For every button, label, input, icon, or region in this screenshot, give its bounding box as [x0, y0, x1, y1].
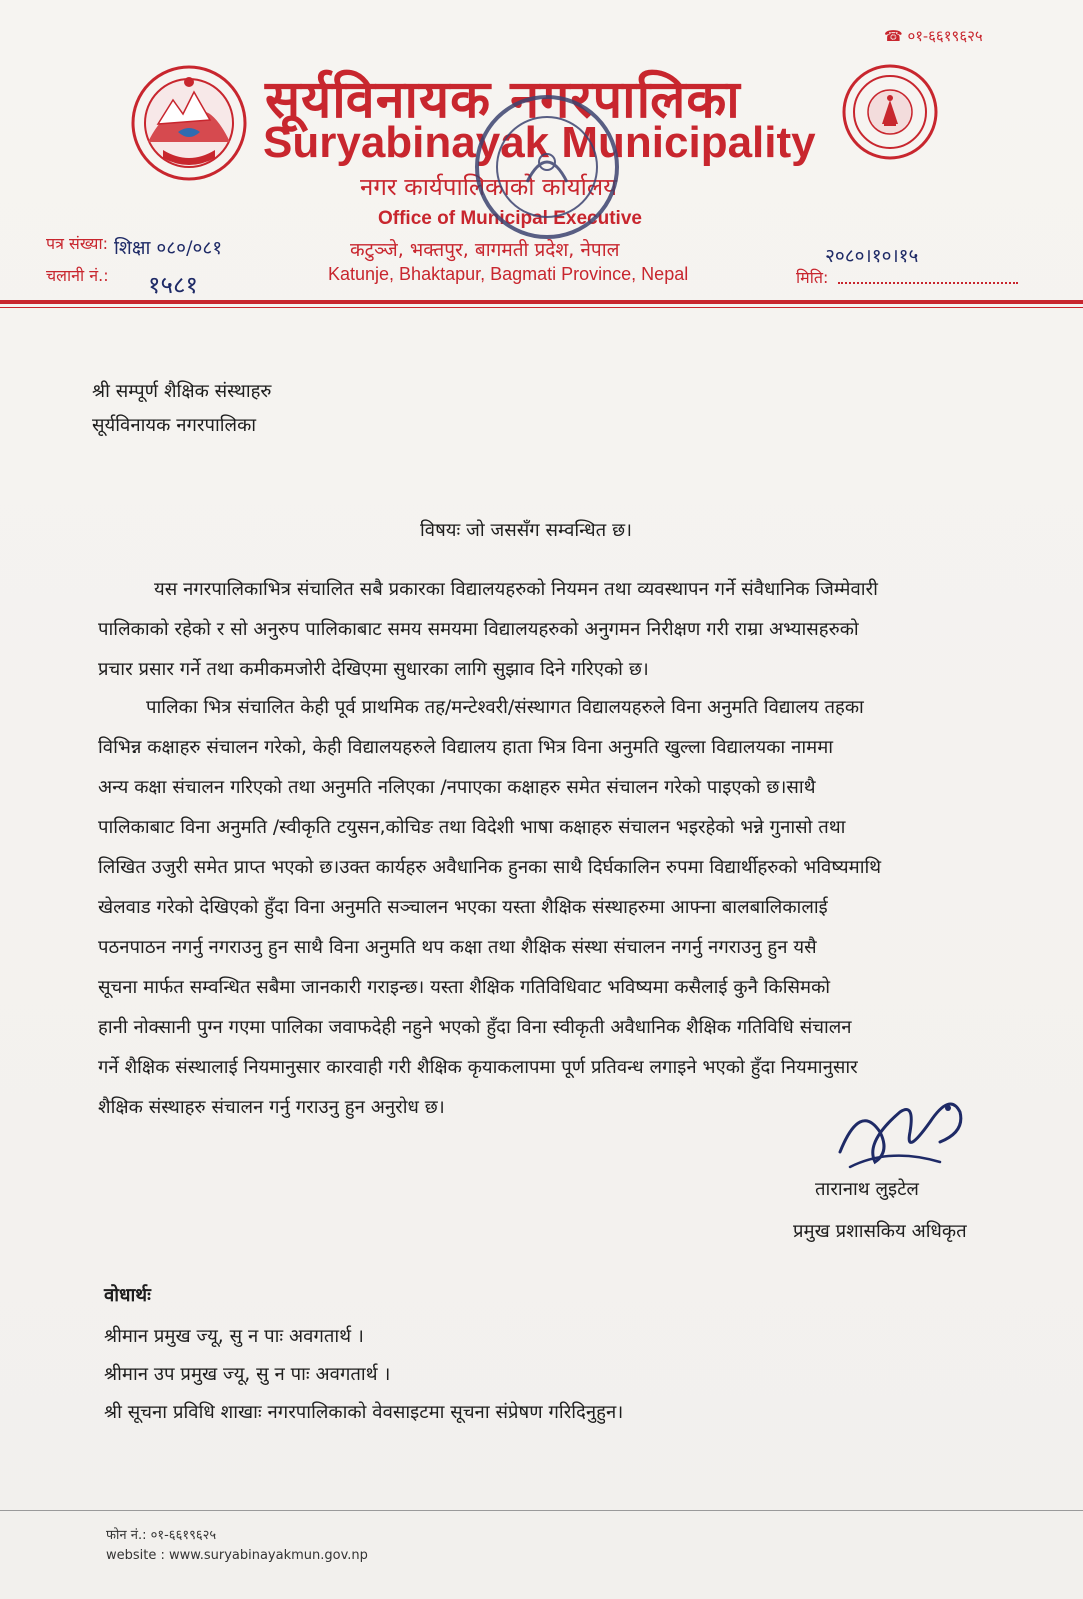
office-name-english: Office of Municipal Executive [378, 208, 642, 229]
paragraph-line: पालिका भित्र संचालित केही पूर्व प्राथमिक तह/मन्टेश्वरी/संस्थागत विद्यालयहरुले विना अनुमति विद्यालय तहका [146, 697, 864, 718]
paragraph-line: पालिकाबाट विना अनुमति /स्वीकृति टयुसन,कोचिङ तथा विदेशी भाषा कक्षाहरु संचालन भइरहेको भन्ने गुनासो तथा [98, 817, 846, 838]
body-paragraph-2 [98, 688, 998, 1128]
paragraph-line: पठनपाठन नगर्नु नगराउनु हुन साथै विना अनुमति थप कक्षा तथा शैक्षिक संस्था संचालन नगर्नु नगराउनु हुन यसै [98, 937, 817, 958]
header-divider [0, 300, 1083, 304]
municipality-seal-logo [840, 62, 940, 162]
handwritten-signature [820, 1072, 980, 1182]
footer-phone: फोन नं.: ०१-६६१९६२५ [106, 1528, 217, 1543]
header-divider-thin [0, 307, 1083, 308]
nepal-emblem-logo [128, 62, 250, 184]
address-english: Katunje, Bhaktapur, Bagmati Province, Nepal [328, 264, 689, 284]
body-paragraph-1 [98, 570, 998, 690]
office-round-stamp [472, 92, 622, 242]
dispatch-number-value: १५८१ [148, 271, 198, 299]
municipality-name-english: Suryabinayak Municipality [263, 118, 816, 167]
recipient-line-2: सूर्यविनायक नगरपालिका [92, 415, 257, 436]
cc-item: श्री सूचना प्रविधि शाखाः नगरपालिकाको वेवसाइटमा सूचना संप्रेषण गरिदिनुहुन। [104, 1402, 624, 1423]
subject-line: विषयः जो जससँग सम्वन्धित छ। [420, 520, 633, 541]
cc-item: श्रीमान उप प्रमुख ज्यू, सु न पाः अवगतार्थ । [104, 1364, 391, 1385]
footer-divider [0, 1510, 1083, 1511]
paragraph-line: शैक्षिक संस्थाहरु संचालन गर्नु गराउनु हुन अनुरोध छ। [98, 1097, 445, 1118]
paragraph-line: प्रचार प्रसार गर्ने तथा कमीकमजोरी देखिएमा सुधारका लागि सुझाव दिने गरिएको छ। [98, 659, 649, 680]
signatory-title: प्रमुख प्रशासकिय अधिकृत [793, 1221, 967, 1242]
phone-stamp: ☎ ०१-६६१९६२५ [884, 27, 983, 45]
paragraph-line: हानी नोक्सानी पुग्न गएमा पालिका जवाफदेही नहुने भएको हुँदा विना स्वीकृती अवैधानिक शैक्षिक गतिविधि संचालन [98, 1017, 852, 1038]
reference-number-label: पत्र संख्या: [46, 234, 108, 253]
date-label: मिति: [796, 268, 829, 287]
date-value: २०८०।१०।१५ [825, 245, 919, 267]
paragraph-line: यस नगरपालिकाभित्र संचालित सबै प्रकारका विद्यालयहरुको नियमन तथा व्यवस्थापन गर्ने संवैधानिक जिम्मेवारी [154, 579, 878, 600]
paragraph-line: विभिन्न कक्षाहरु संचालन गरेको, केही विद्यालयहरुले विद्यालय हाता भित्र विना अनुमति खुल्ला विद्यालयका नाममा [98, 737, 834, 758]
dispatch-number-label: चलानी नं.: [46, 266, 109, 285]
address-nepali: कटुञ्जे, भक्तपुर, बागमती प्रदेश, नेपाल [350, 239, 620, 261]
office-name-nepali: नगर कार्यपालिकाको कार्यालय [360, 173, 618, 201]
paragraph-line: सूचना मार्फत सम्वन्धित सबैमा जानकारी गराइन्छ। यस्ता शैक्षिक गतिविधिवाट भविष्यमा कसैलाई कुनै किसिमको [98, 977, 831, 998]
date-dotted-line [838, 282, 1018, 284]
reference-number-value: शिक्षा ०८०/०८१ [114, 237, 223, 259]
signatory-name: तारानाथ लुइटेल [815, 1179, 919, 1200]
municipality-name-nepali: सूर्यविनायक नगरपालिका [265, 70, 741, 130]
footer-website: website : www.suryabinayakmun.gov.np [106, 1548, 368, 1563]
cc-item: श्रीमान प्रमुख ज्यू, सु न पाः अवगतार्थ । [104, 1326, 364, 1347]
paragraph-line: गर्ने शैक्षिक संस्थालाई नियमानुसार कारवाही गरी शैक्षिक कृयाकलापमा पूर्ण प्रतिवन्ध लगाइने भएको हुँदा नियमानुसार [98, 1057, 858, 1078]
paragraph-line: पालिकाको रहेको र सो अनुरुप पालिकाबाट समय समयमा विद्यालयहरुको अनुगमन निरीक्षण गरी राम्रा अभ्यासहरुको [98, 619, 859, 640]
paragraph-line: लिखित उजुरी समेत प्राप्त भएको छ।उक्त कार्यहरु अवैधानिक हुनका साथै दिर्घकालिन रुपमा विद्यार्थीहरुको भविष्यमाथि [98, 857, 882, 878]
paragraph-line: अन्य कक्षा संचालन गरिएको तथा अनुमति नलिएका /नपाएका कक्षाहरु समेत संचालन गरेको पाइएको छ।साथै [98, 777, 816, 798]
recipient-line-1: श्री सम्पूर्ण शैक्षिक संस्थाहरु [92, 381, 272, 402]
paragraph-line: खेलवाड गरेको देखिएको हुँदा विना अनुमति सञ्चालन भएका यस्ता शैक्षिक संस्थाहरुमा आफ्ना बालबालिकालाई [98, 897, 828, 918]
cc-heading: वोधार्थः [104, 1285, 151, 1306]
